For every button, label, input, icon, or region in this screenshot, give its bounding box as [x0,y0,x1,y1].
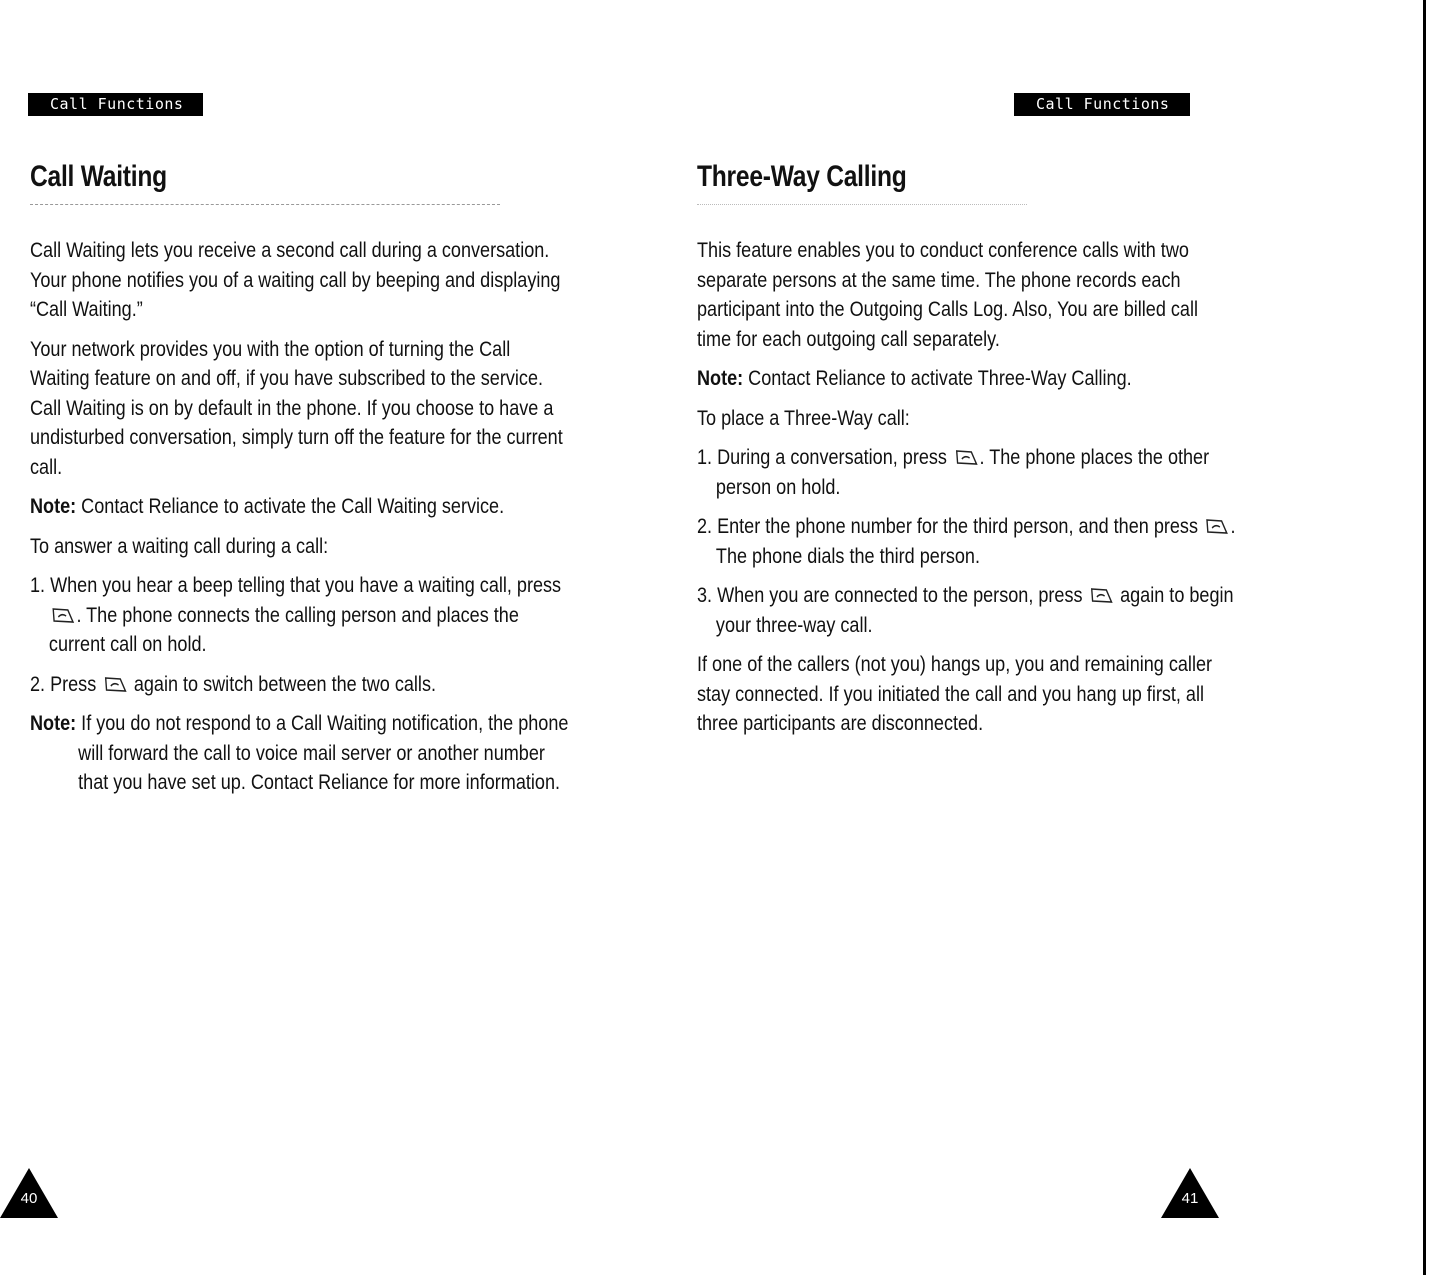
step-text: . The phone dials the third person. [715,515,1236,568]
title-divider-right [697,204,1027,205]
send-key-icon [51,607,75,625]
step-text: 3. When you are connected to the person, press [697,584,1083,607]
right-column [697,236,1237,749]
list-item [697,581,1236,640]
network-paragraph: Your network provides you with the option of turning the Call Waiting feature on and off, if you have subscribed to the service. Call Waiting is on by default in the phone. If you choose to have a undisturbed conversation, simply turn off the feature for the current call. [30,337,563,479]
note-forwarding [30,709,569,798]
note-text: If you do not respond to a Call Waiting notification, the phone will forward the call to voice mail server or another number that you have set up. Contact Reliance for more information. [78,712,569,794]
list-item [697,512,1236,571]
page-number-marker-left [0,1168,58,1218]
note-text: Contact Reliance to activate the Call Waiting service. [81,495,505,518]
section-tag-right: Call Functions [1014,93,1190,116]
step-text: again to switch between the two calls. [133,672,437,696]
instructions-intro: To answer a waiting call during a call: [30,534,329,558]
page-edge-rule [1423,0,1426,1275]
page-title-call-waiting: Call Waiting [30,160,167,193]
list-item [30,670,569,700]
step-text: 1. When you hear a beep telling that you have a waiting call, press [30,574,562,597]
step-text: . The phone places the other person on hold. [715,446,1210,499]
send-key-icon [103,676,127,694]
send-key-icon [1089,587,1113,605]
note-label: Note: [697,367,744,390]
note-three-way [697,364,1236,394]
page-title-three-way-calling: Three-Way Calling [697,160,907,193]
intro-paragraph: Call Waiting lets you receive a second call during a conversation. Your phone notifies you of a waiting call by beeping and displaying “Call Waiting.” [30,239,561,321]
instructions-intro: To place a Three-Way call: [697,406,910,430]
note-label: Note: [30,495,77,518]
page-number: 40 [20,1190,38,1207]
page-number-marker-right [1161,1168,1219,1218]
step-text: 1. During a conversation, press [697,446,947,469]
send-key-icon [1205,518,1229,536]
left-column [30,236,570,798]
list-item [30,571,569,660]
title-divider-left [30,204,500,205]
intro-paragraph: This feature enables you to conduct conference calls with two separate persons at the same time. The phone records each participant into the Outgoing Calls Log. Also, You are billed call time for each outgoing call separately. [697,239,1198,351]
note-call-waiting [30,492,569,522]
step-text: . The phone connects the calling person and places the current call on hold. [48,603,519,656]
hang-up-paragraph: If one of the callers (not you) hangs up, you and remaining caller stay connected. If you initiated the call and you hang up first, all three participants are disconnected. [697,653,1213,735]
list-item [697,443,1236,502]
step-text: 2. Press [30,672,97,696]
page-number: 41 [1181,1190,1199,1207]
send-key-icon [954,449,978,467]
note-text: Contact Reliance to activate Three-Way Calling. [748,367,1132,390]
note-label: Note: [30,712,77,735]
section-tag-left: Call Functions [28,93,203,116]
step-text: 2. Enter the phone number for the third person, and then press [697,515,1198,538]
step-text: again to begin your three-way call. [715,584,1234,637]
